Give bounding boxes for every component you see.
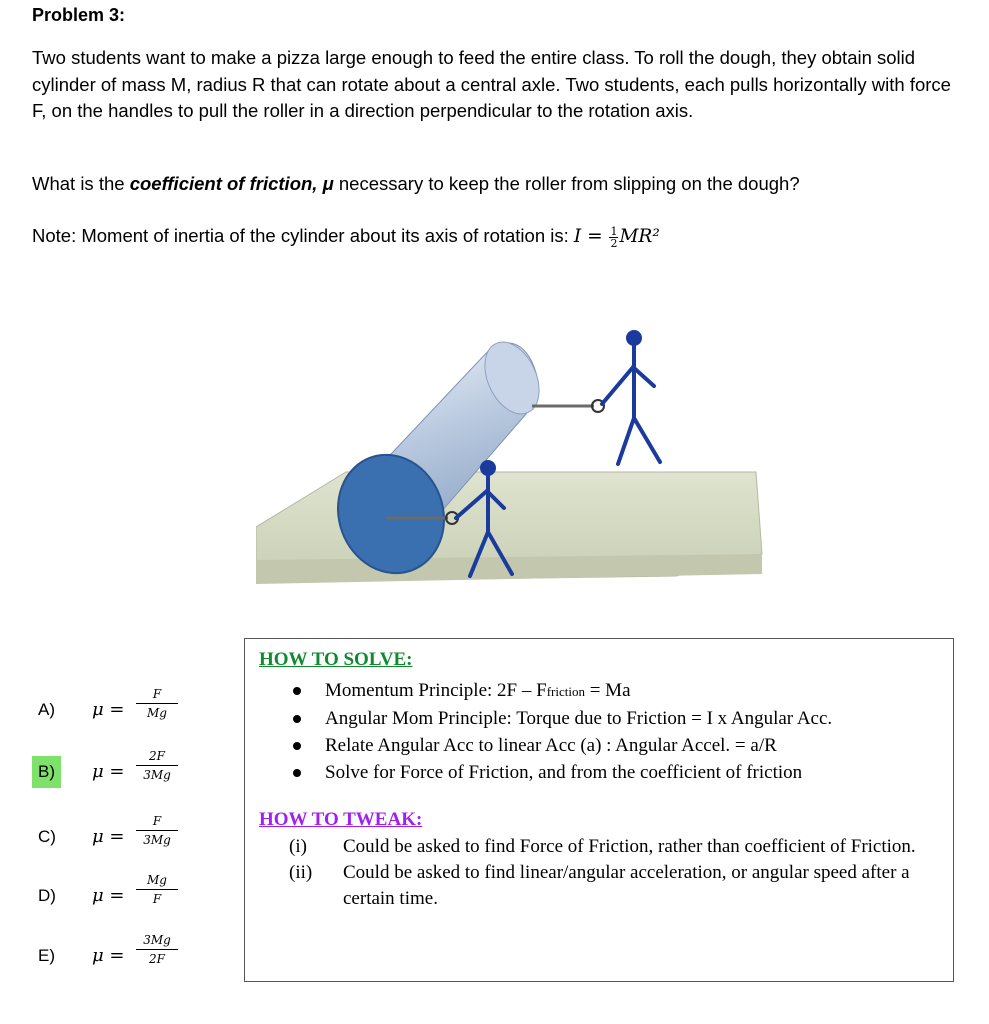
tweak-item-1 [289, 834, 939, 860]
option-e-den: 2F [149, 952, 165, 966]
option-d-num: Mg [136, 872, 178, 890]
option-a-letter: A) [38, 700, 55, 719]
rolling-pin-illustration [256, 322, 766, 590]
note-lhs: I = [573, 226, 609, 247]
solve-step-1-post: = Ma [584, 680, 631, 701]
note-text: Note: Moment of inertia of the cylinder about its axis of rotation is: [32, 225, 574, 246]
question-before: What is the [32, 173, 130, 194]
option-b-num: 2F [136, 748, 178, 766]
problem-statement: Two students want to make a pizza large enough to feed the entire class. To roll the dough, they obtain solid cylinder of mass M, radius R that can rotate about a central axle. Two students, each pulls horizontally with force F, on the handles to pull the roller in a direction perpendicular to the rotation axis. [32, 47, 951, 121]
note-rhs: MR² [619, 226, 660, 247]
inertia-note [32, 225, 660, 249]
option-d-fraction [136, 872, 178, 907]
option-a-num: F [136, 686, 178, 704]
solve-step-2: Angular Mom Principle: Torque due to Friction = I x Angular Acc. [291, 705, 832, 732]
tweak-list [289, 834, 939, 912]
tweak-item-1-num: (i) [289, 836, 307, 857]
tweak-item-2-text: Could be asked to find linear/angular acceleration, or angular speed after a certain time. [343, 862, 910, 909]
option-e-fraction [136, 932, 178, 967]
option-e-num: 3Mg [136, 932, 178, 950]
option-a[interactable] [30, 687, 190, 738]
option-d-mu: μ = [92, 885, 125, 906]
problem-title: Problem 3: [32, 5, 126, 25]
option-c-den: 3Mg [143, 833, 171, 847]
option-b[interactable] [30, 749, 190, 800]
option-b-letter: B) [32, 756, 61, 788]
solve-step-1-sub: friction [546, 684, 585, 699]
tweak-item-1-text: Could be asked to find Force of Friction, rather than coefficient of Friction. [343, 836, 916, 857]
question-emphasis: coefficient of friction, μ [129, 173, 334, 194]
question-after: necessary to keep the roller from slipping on the dough? [333, 173, 800, 194]
option-a-mu: μ = [92, 699, 125, 720]
solve-steps-list [291, 677, 832, 786]
option-c-num: F [136, 813, 178, 831]
option-c-mu: μ = [92, 826, 125, 847]
option-a-den: Mg [147, 706, 167, 720]
how-to-solve-heading: HOW TO SOLVE: [259, 649, 413, 670]
option-c[interactable] [30, 814, 190, 865]
solve-step-1-pre: Momentum Principle: 2F – F [325, 680, 547, 701]
note-frac-den: 2 [610, 236, 618, 250]
option-b-fraction [136, 748, 178, 783]
option-e[interactable] [30, 933, 190, 984]
tweak-item-2 [289, 860, 939, 912]
note-frac-num: 1 [610, 224, 618, 238]
question-text [32, 173, 800, 195]
solve-step-3: Relate Angular Acc to linear Acc (a) : Angular Accel. = a/R [291, 732, 832, 759]
option-d-letter: D) [38, 886, 56, 905]
option-a-fraction [136, 686, 178, 721]
option-d-den: F [152, 892, 162, 906]
student-figure-icon-back [602, 332, 660, 464]
solve-step-4: Solve for Force of Friction, and from the coefficient of friction [291, 759, 832, 786]
how-to-tweak-heading: HOW TO TWEAK: [259, 809, 423, 830]
option-e-letter: E) [38, 946, 55, 965]
option-b-mu: μ = [92, 761, 125, 782]
tweak-item-2-num: (ii) [289, 862, 313, 883]
note-fraction [609, 226, 618, 249]
option-c-fraction [136, 813, 178, 848]
option-b-den: 3Mg [143, 768, 171, 782]
option-e-mu: μ = [92, 945, 125, 966]
solve-step-1 [291, 677, 832, 705]
option-c-letter: C) [38, 827, 56, 846]
solution-hints-box [244, 638, 954, 982]
option-d[interactable] [30, 873, 190, 924]
